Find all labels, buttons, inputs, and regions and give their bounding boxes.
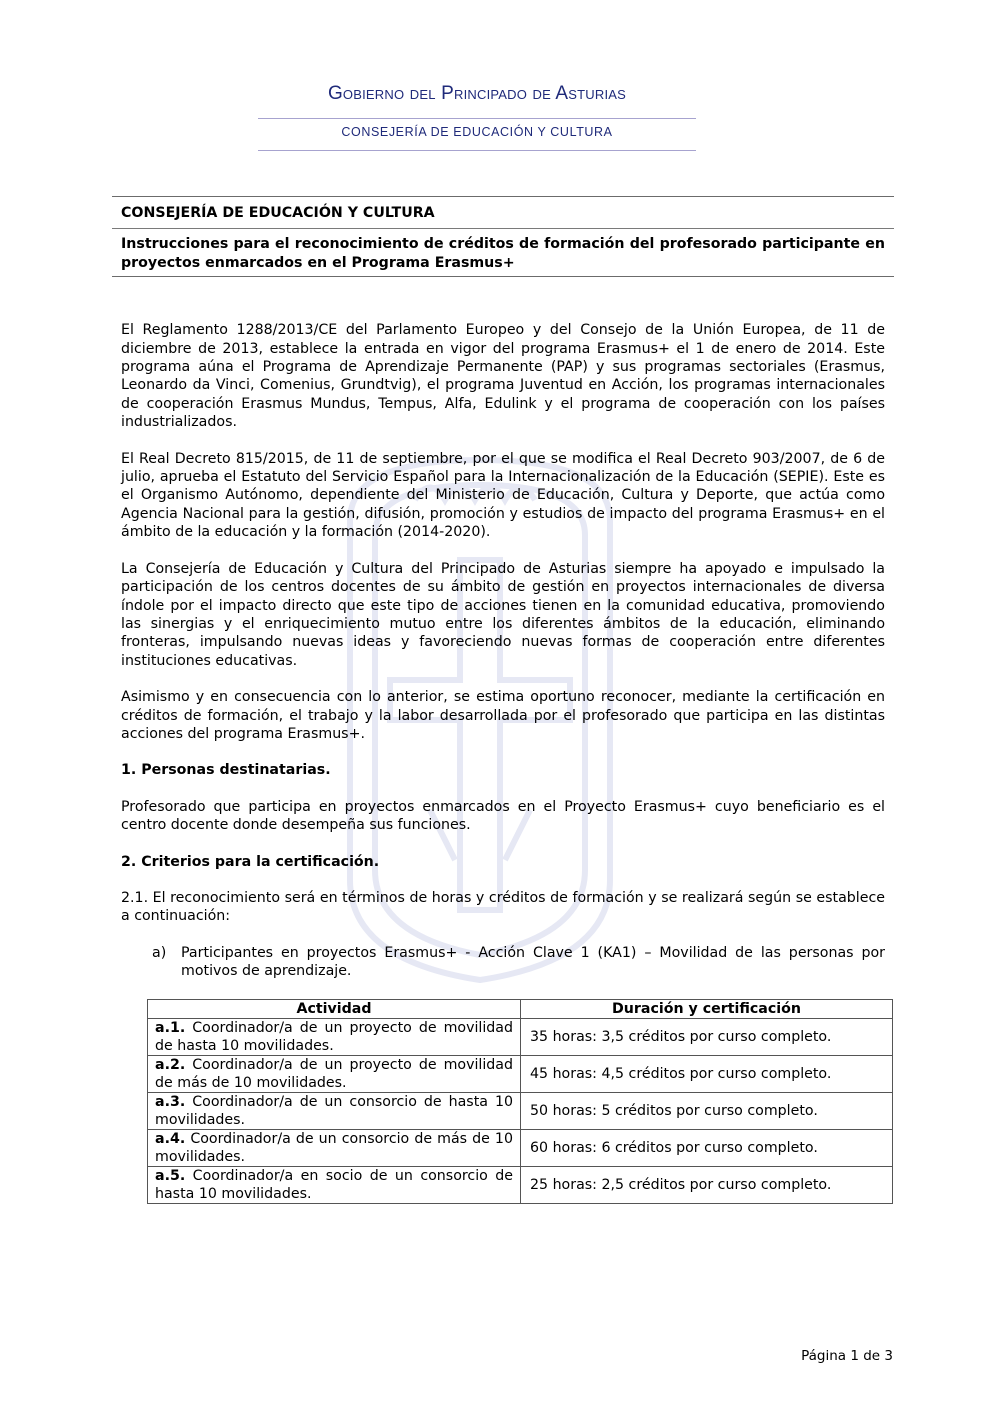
title-block — [112, 196, 894, 277]
paragraph: 2.1. El reconocimiento será en términos de horas y créditos de formación y se realizará según se establece a continuación: — [121, 889, 885, 925]
table-header-row — [148, 999, 893, 1018]
activity-cell — [148, 1092, 521, 1129]
paragraph: El Real Decreto 815/2015, de 11 de septiembre, por el que se modifica el Real Decreto 903/2007, de 6 de julio, aprueba el Estatuto del Servicio Español para la Internacionalización de la Educación (SEPIE). Este es el Organismo Autónomo, dependiente del Ministerio de Educación, Cultura y Deporte, que actúa como Agencia Nacional para la gestión, difusión, promoción y estudios de impacto del programa Erasmus+ en el ámbito de la educación y la formación (2014-2020). — [121, 450, 885, 541]
list-marker: a) — [152, 944, 167, 961]
certification-cell: 45 horas: 4,5 créditos por curso completo. — [521, 1055, 893, 1092]
activity-code: a.5. — [155, 1167, 186, 1184]
government-name: Gobierno del Principado de Asturias — [327, 83, 627, 104]
column-header: Duración y certificación — [521, 999, 893, 1018]
paragraph: Profesorado que participa en proyectos enmarcados en el Proyecto Erasmus+ cuyo beneficiario es el centro docente donde desempeña sus funciones. — [121, 798, 885, 834]
section-heading: 2. Criterios para la certificación. — [121, 853, 380, 870]
activity-code: a.4. — [155, 1130, 186, 1147]
activity-text: Coordinador/a en socio de un consorcio de hasta 10 movilidades. — [155, 1167, 513, 1202]
activity-code: a.1. — [155, 1019, 186, 1036]
column-header: Actividad — [148, 999, 521, 1018]
letterhead-divider — [258, 118, 696, 119]
table-row — [148, 1166, 893, 1203]
table-row — [148, 1055, 893, 1092]
paragraph: La Consejería de Educación y Cultura del Principado de Asturias siempre ha apoyado e impulsado la participación de los centros docentes de su ámbito de gestión en proyectos internacionales de diversa índole por el impacto directo que este tipo de acciones tienen en la comunidad educativa, promoviendo las sinergias y el enriquecimiento mutuo entre los diferentes ámbitos de la educación, eliminando fronteras, impulsando nuevas ideas y favoreciendo nuevas formas de cooperación entre diferentes instituciones educativas. — [121, 560, 885, 669]
activity-code: a.3. — [155, 1093, 186, 1110]
paragraph: Asimismo y en consecuencia con lo anterior, se estima oportuno reconocer, mediante la certificación en créditos de formación, el trabajo y la labor desarrollada por el profesorado que participa en las distintas acciones del programa Erasmus+. — [121, 689, 885, 742]
list-item-text: Participantes en proyectos Erasmus+ - Acción Clave 1 (KA1) – Movilidad de las personas por motivos de aprendizaje. — [181, 944, 885, 980]
department-name: CONSEJERÍA DE EDUCACIÓN Y CULTURA — [341, 125, 613, 139]
table-row — [148, 1018, 893, 1055]
paragraph: El Reglamento 1288/2013/CE del Parlamento Europeo y del Consejo de la Unión Europea, de 11 de diciembre de 2013, establece la entrada en vigor del programa Erasmus+ el 1 de enero de 2014. Este programa aúna el Programa de Aprendizaje Permanente (PAP) y sus programas sectoriales (Erasmus, Leonardo da Vinci, Comenius, Grundtvig), el programa Juventud en Acción, los programas internacionales de cooperación Erasmus Mundus, Tempus, Alfa, Edulink y el programa de cooperación con los países industrializados. — [121, 322, 885, 431]
table-row — [148, 1129, 893, 1166]
list-item — [121, 944, 885, 981]
activity-cell — [148, 1129, 521, 1166]
table-row — [148, 1092, 893, 1129]
page-number: Página 1 de 3 — [801, 1348, 893, 1364]
activity-text: Coordinador/a de un proyecto de movilidad de más de 10 movilidades. — [155, 1056, 513, 1091]
certification-table — [147, 999, 893, 1204]
activity-text: Coordinador/a de un consorcio de hasta 10 movilidades. — [155, 1093, 513, 1128]
activity-cell — [148, 1018, 521, 1055]
activity-text: Coordinador/a de un consorcio de más de 10 movilidades. — [155, 1130, 513, 1165]
title-department: CONSEJERÍA DE EDUCACIÓN Y CULTURA — [112, 197, 894, 229]
activity-cell — [148, 1166, 521, 1203]
letterhead — [258, 82, 696, 151]
activity-code: a.2. — [155, 1056, 186, 1073]
letterhead-divider — [258, 150, 696, 151]
document-body — [112, 196, 894, 1204]
certification-cell: 25 horas: 2,5 créditos por curso completo. — [521, 1166, 893, 1203]
document-title: Instrucciones para el reconocimiento de créditos de formación del profesorado participante en proyectos enmarcados en el Programa Erasmus+ — [121, 236, 885, 271]
certification-cell: 60 horas: 6 créditos por curso completo. — [521, 1129, 893, 1166]
activity-cell — [148, 1055, 521, 1092]
activity-text: Coordinador/a de un proyecto de movilidad de hasta 10 movilidades. — [155, 1019, 513, 1054]
section-heading: 1. Personas destinatarias. — [121, 762, 331, 779]
certification-cell: 50 horas: 5 créditos por curso completo. — [521, 1092, 893, 1129]
certification-cell: 35 horas: 3,5 créditos por curso completo. — [521, 1018, 893, 1055]
